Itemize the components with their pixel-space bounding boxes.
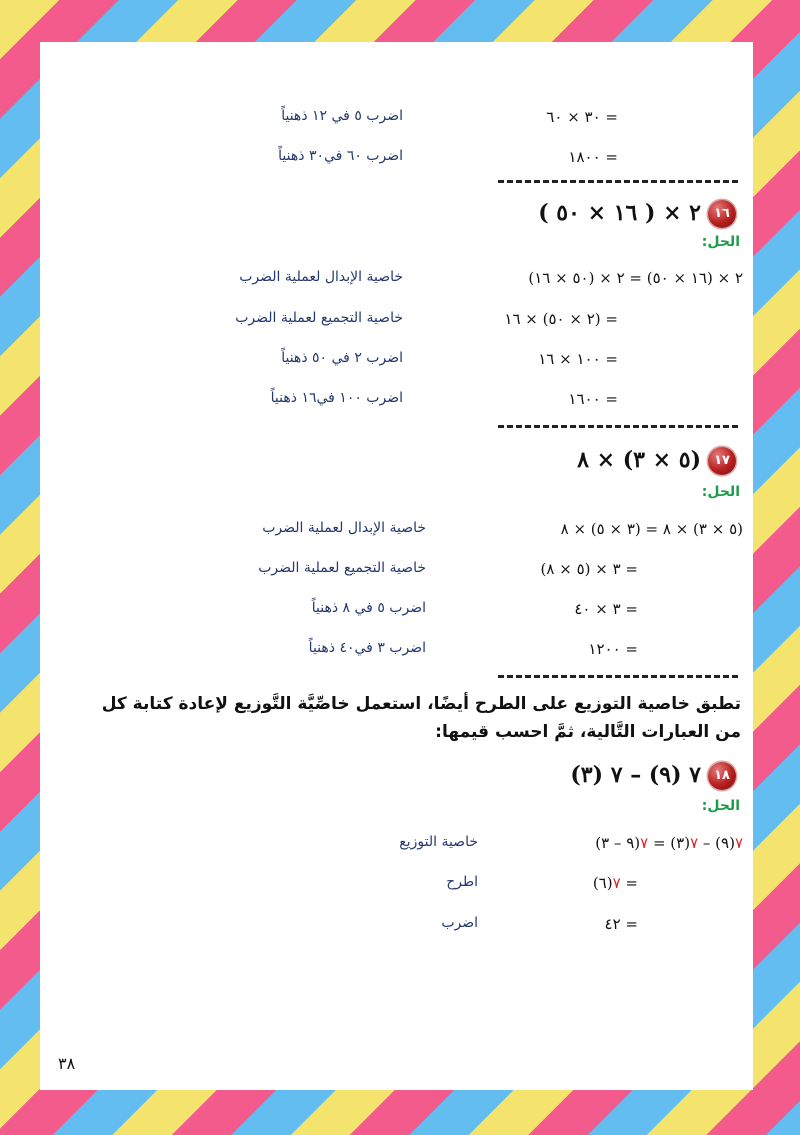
p16-row-4-note: اضرب ١٠٠ في١٦ ذهنياً <box>270 390 403 406</box>
top-row-1-expr: = ٣٠ × ٦٠ <box>546 108 618 126</box>
p18-row-2-part: = <box>620 874 638 892</box>
p18-row-1-part: (٩ – ٣) <box>595 834 641 852</box>
p18-row-2-part: (٦) <box>592 874 613 892</box>
p17-row-2-expr: = ٣ × (٥ × ٨) <box>540 560 638 578</box>
problem-16-badge: ١٦ <box>708 200 736 228</box>
problem-16-expression: ٢ × ( ١٦ × ٥٠ ) <box>538 200 701 226</box>
p16-row-1-expr: ٢ × (١٦ × ٥٠) = ٢ × (٥٠ × ١٦) <box>528 269 743 287</box>
p16-row-2-note: خاصية التجميع لعملية الضرب <box>235 310 403 326</box>
p16-row-3-note: اضرب ٢ في ٥٠ ذهنياً <box>281 350 403 366</box>
problem-17-expression: (٥ × ٣) × ٨ <box>577 447 701 473</box>
p18-row-1-coef: ٧ <box>690 834 699 852</box>
p18-row-1-coef: ٧ <box>640 834 649 852</box>
p18-row-1-part: (٩) – <box>698 834 735 852</box>
p17-row-1-note: خاصية الإبدال لعملية الضرب <box>262 520 426 536</box>
p17-row-4-note: اضرب ٣ في٤٠ ذهنياً <box>308 640 426 656</box>
p18-row-2-note: اطرح <box>446 874 478 890</box>
problem-18-solution-label: الحل: <box>701 798 740 814</box>
p17-row-3-expr: = ٣ × ٤٠ <box>574 600 638 618</box>
p17-row-4-expr: = ١٢٠٠ <box>588 640 638 658</box>
p18-row-2-coef: ٧ <box>612 874 621 892</box>
problem-18-badge: ١٨ <box>708 762 736 790</box>
divider <box>498 180 738 183</box>
p16-row-1-note: خاصية الإبدال لعملية الضرب <box>239 269 403 285</box>
p18-row-1-note: خاصية التوزيع <box>399 834 478 850</box>
p16-row-3-expr: = ١٠٠ × ١٦ <box>538 350 618 368</box>
p18-row-1-expr <box>595 834 743 852</box>
page-number: ٣٨ <box>58 1054 76 1073</box>
p18-row-3-expr: = ٤٢ <box>604 915 638 933</box>
p18-row-1-part: (٣) = <box>648 834 691 852</box>
p17-row-3-note: اضرب ٥ في ٨ ذهنياً <box>311 600 426 616</box>
divider <box>498 425 738 428</box>
divider <box>498 675 738 678</box>
problem-18-expression: ٧ (٩) – ٧ (٣) <box>570 762 701 788</box>
p18-row-3-note: اضرب <box>441 915 478 931</box>
p18-row-2-expr <box>593 874 638 892</box>
p17-row-1-expr: (٥ × ٣) × ٨ = (٣ × ٥) × ٨ <box>560 520 743 538</box>
top-row-2-expr: = ١٨٠٠ <box>568 148 618 166</box>
p16-row-4-expr: = ١٦٠٠ <box>568 390 618 408</box>
p17-row-2-note: خاصية التجميع لعملية الضرب <box>258 560 426 576</box>
problem-17-badge: ١٧ <box>708 447 736 475</box>
top-row-2-note: اضرب ٦٠ في٣٠ ذهنياً <box>278 148 403 164</box>
p16-row-2-expr: = (٢ × ٥٠) × ١٦ <box>504 310 618 328</box>
worksheet-page <box>40 42 753 1090</box>
problem-17-solution-label: الحل: <box>701 484 740 500</box>
distributive-instructions: تطبق خاصية التوزيع على الطرح أيضًا، استعمل خاصِّيَّة التَّوزيع لإعادة كتابة كل من العبارات التَّالية، ثمَّ احسب قيمها: <box>101 694 741 742</box>
p18-row-1-coef: ٧ <box>734 834 743 852</box>
top-row-1-note: اضرب ٥ في ١٢ ذهنياً <box>281 108 403 124</box>
problem-16-solution-label: الحل: <box>701 234 740 250</box>
